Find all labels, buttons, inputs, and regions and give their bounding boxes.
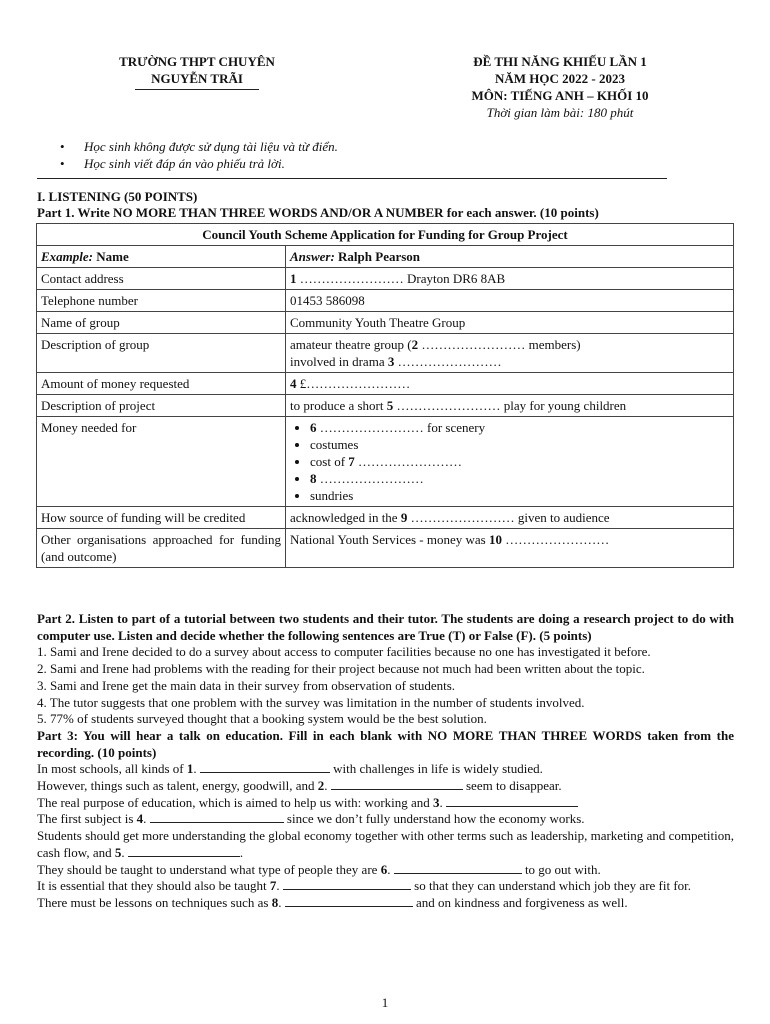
example-label: Example: [41, 249, 93, 264]
exam-subject: MÔN: TIẾNG ANH – KHỐI 10 [471, 88, 649, 103]
question-number: 1 [290, 271, 297, 286]
table-title: Council Youth Scheme Application for Funding for Group Project [37, 224, 734, 246]
table-row [37, 246, 734, 268]
school-name-line2: NGUYỄN TRÃI [151, 71, 243, 86]
row-value: Community Youth Theatre Group [286, 312, 734, 334]
question-number: 2 [411, 337, 419, 352]
row-label: Amount of money requested [37, 373, 286, 395]
answer-blank[interactable] [283, 878, 411, 890]
question-number: 9 [400, 510, 408, 525]
row-label: Telephone number [37, 290, 286, 312]
row-label: Money needed for [37, 417, 286, 507]
table-row [37, 268, 734, 290]
exam-time: Thời gian làm bài: 180 phút [486, 105, 634, 120]
answer-blank[interactable] [128, 845, 240, 857]
exam-year: NĂM HỌC 2022 - 2023 [495, 71, 625, 86]
part3-line: Students should get more understanding the global economy together with other terms such as leadership, marketing and competition, cash flow, and 5. . [37, 828, 734, 860]
answer-blank[interactable] [200, 761, 330, 773]
answer-blank[interactable] [331, 778, 463, 790]
question-number: 10 [488, 532, 502, 547]
list-item: • 6 …………………… for scenery [310, 419, 729, 436]
instructions [60, 138, 338, 172]
instruction-item: • Học sinh không được sử dụng tài liệu và từ điển. [60, 138, 338, 155]
answer-blank[interactable] [150, 811, 284, 823]
instruction-item: • Học sinh viết đáp án vào phiếu trả lời. [60, 155, 338, 172]
answer-blank[interactable] [285, 895, 413, 907]
part2-item: 3. Sami and Irene get the main data in their survey from observation of students. [37, 677, 456, 693]
part3-line: The first subject is 4. since we don’t fully understand how the economy works. [37, 811, 585, 827]
application-table [36, 223, 734, 568]
question-number: 3 [387, 354, 395, 369]
table-row: Description of project to produce a short 5 …………………… play for young children [37, 395, 734, 417]
part2-item: 4. The tutor suggests that one problem with the survey was limitation in the number of students involved. [37, 694, 585, 710]
row-label: Contact address [37, 268, 286, 290]
answer-blank[interactable] [394, 862, 522, 874]
exam-title: ĐỀ THI NĂNG KHIẾU LẦN 1 [473, 54, 647, 69]
part3-line: However, things such as talent, energy, goodwill, and 2. seem to disappear. [37, 778, 562, 794]
table-header-row [37, 224, 734, 246]
part2-item: 5. 77% of students surveyed thought that a booking system would be the best solution. [37, 711, 487, 727]
list-item: • sundries [310, 487, 729, 504]
part2-item: 1. Sami and Irene decided to do a survey about access to computer facilities because no one has investigated it before. [37, 644, 651, 660]
question-number: 5 [386, 398, 394, 413]
part3-line: There must be lessons on techniques such as 8. and on kindness and forgiveness as well. [37, 894, 628, 910]
exam-header [400, 53, 720, 121]
table-row: Description of group amateur theatre group (2 …………………… members) involved in drama 3 …………………… [37, 334, 734, 373]
answer-blank[interactable] [446, 795, 578, 807]
row-value: …………………… Drayton DR6 8AB [296, 271, 506, 286]
money-list [290, 419, 729, 504]
page-number: 1 [381, 995, 389, 1010]
school-header [82, 53, 312, 90]
table-row [37, 417, 734, 507]
school-underline [135, 89, 259, 90]
row-label: Name of group [37, 312, 286, 334]
table-row [37, 290, 734, 312]
part1-title: Part 1. Write NO MORE THAN THREE WORDS AND/OR A NUMBER for each answer. (10 points) [37, 205, 599, 220]
list-item: • cost of 7 …………………… [310, 453, 729, 470]
row-label: How source of funding will be credited [37, 507, 286, 529]
part3-line: In most schools, all kinds of 1. with challenges in life is widely studied. [37, 761, 543, 777]
part3-line: It is essential that they should also be taught 7. so that they can understand which job they are fit for. [37, 878, 692, 894]
row-label: Other organisations approached for funding (and outcome) [37, 529, 286, 568]
table-row: How source of funding will be credited acknowledged in the 9 …………………… given to audience [37, 507, 734, 529]
example-value: Name [93, 249, 129, 264]
part3-title: Part 3: You will hear a talk on education. Fill in each blank with NO MORE THAN THREE WORDS taken from the recording. (10 points) [37, 727, 734, 760]
answer-label: Answer: [290, 249, 335, 264]
row-label: Description of project [37, 395, 286, 417]
row-label: Description of group [37, 334, 286, 373]
part3-line: The real purpose of education, which is aimed to help us with: working and 3. [37, 795, 734, 812]
table-row: Amount of money requested 4 £…………………… [37, 373, 734, 395]
row-value: 01453 586098 [286, 290, 734, 312]
part2-title: Part 2. Listen to part of a tutorial between two students and their tutor. The students are doing a research project to do with computer use. Listen and decide whether the following sentences are True (T) or False (F). (5 points) [37, 611, 734, 643]
school-name-line1: TRƯỜNG THPT CHUYÊN [119, 54, 275, 69]
part3-line: They should be taught to understand what type of people they are 6. to go out with. [37, 861, 601, 877]
answer-value: Ralph Pearson [334, 249, 421, 264]
table-row [37, 312, 734, 334]
list-item: • costumes [310, 436, 729, 453]
divider [37, 178, 667, 179]
part2 [37, 611, 734, 912]
table-row: Other organisations approached for funding (and outcome) National Youth Services - money was 10 …………………… [37, 529, 734, 568]
part2-item: 2. Sami and Irene had problems with the reading for their project because not much had been written about the topic. [37, 661, 645, 677]
list-item: • 8 …………………… [310, 470, 729, 487]
section-title: I. LISTENING (50 POINTS) [37, 189, 198, 204]
question-number: 4 [290, 376, 297, 391]
